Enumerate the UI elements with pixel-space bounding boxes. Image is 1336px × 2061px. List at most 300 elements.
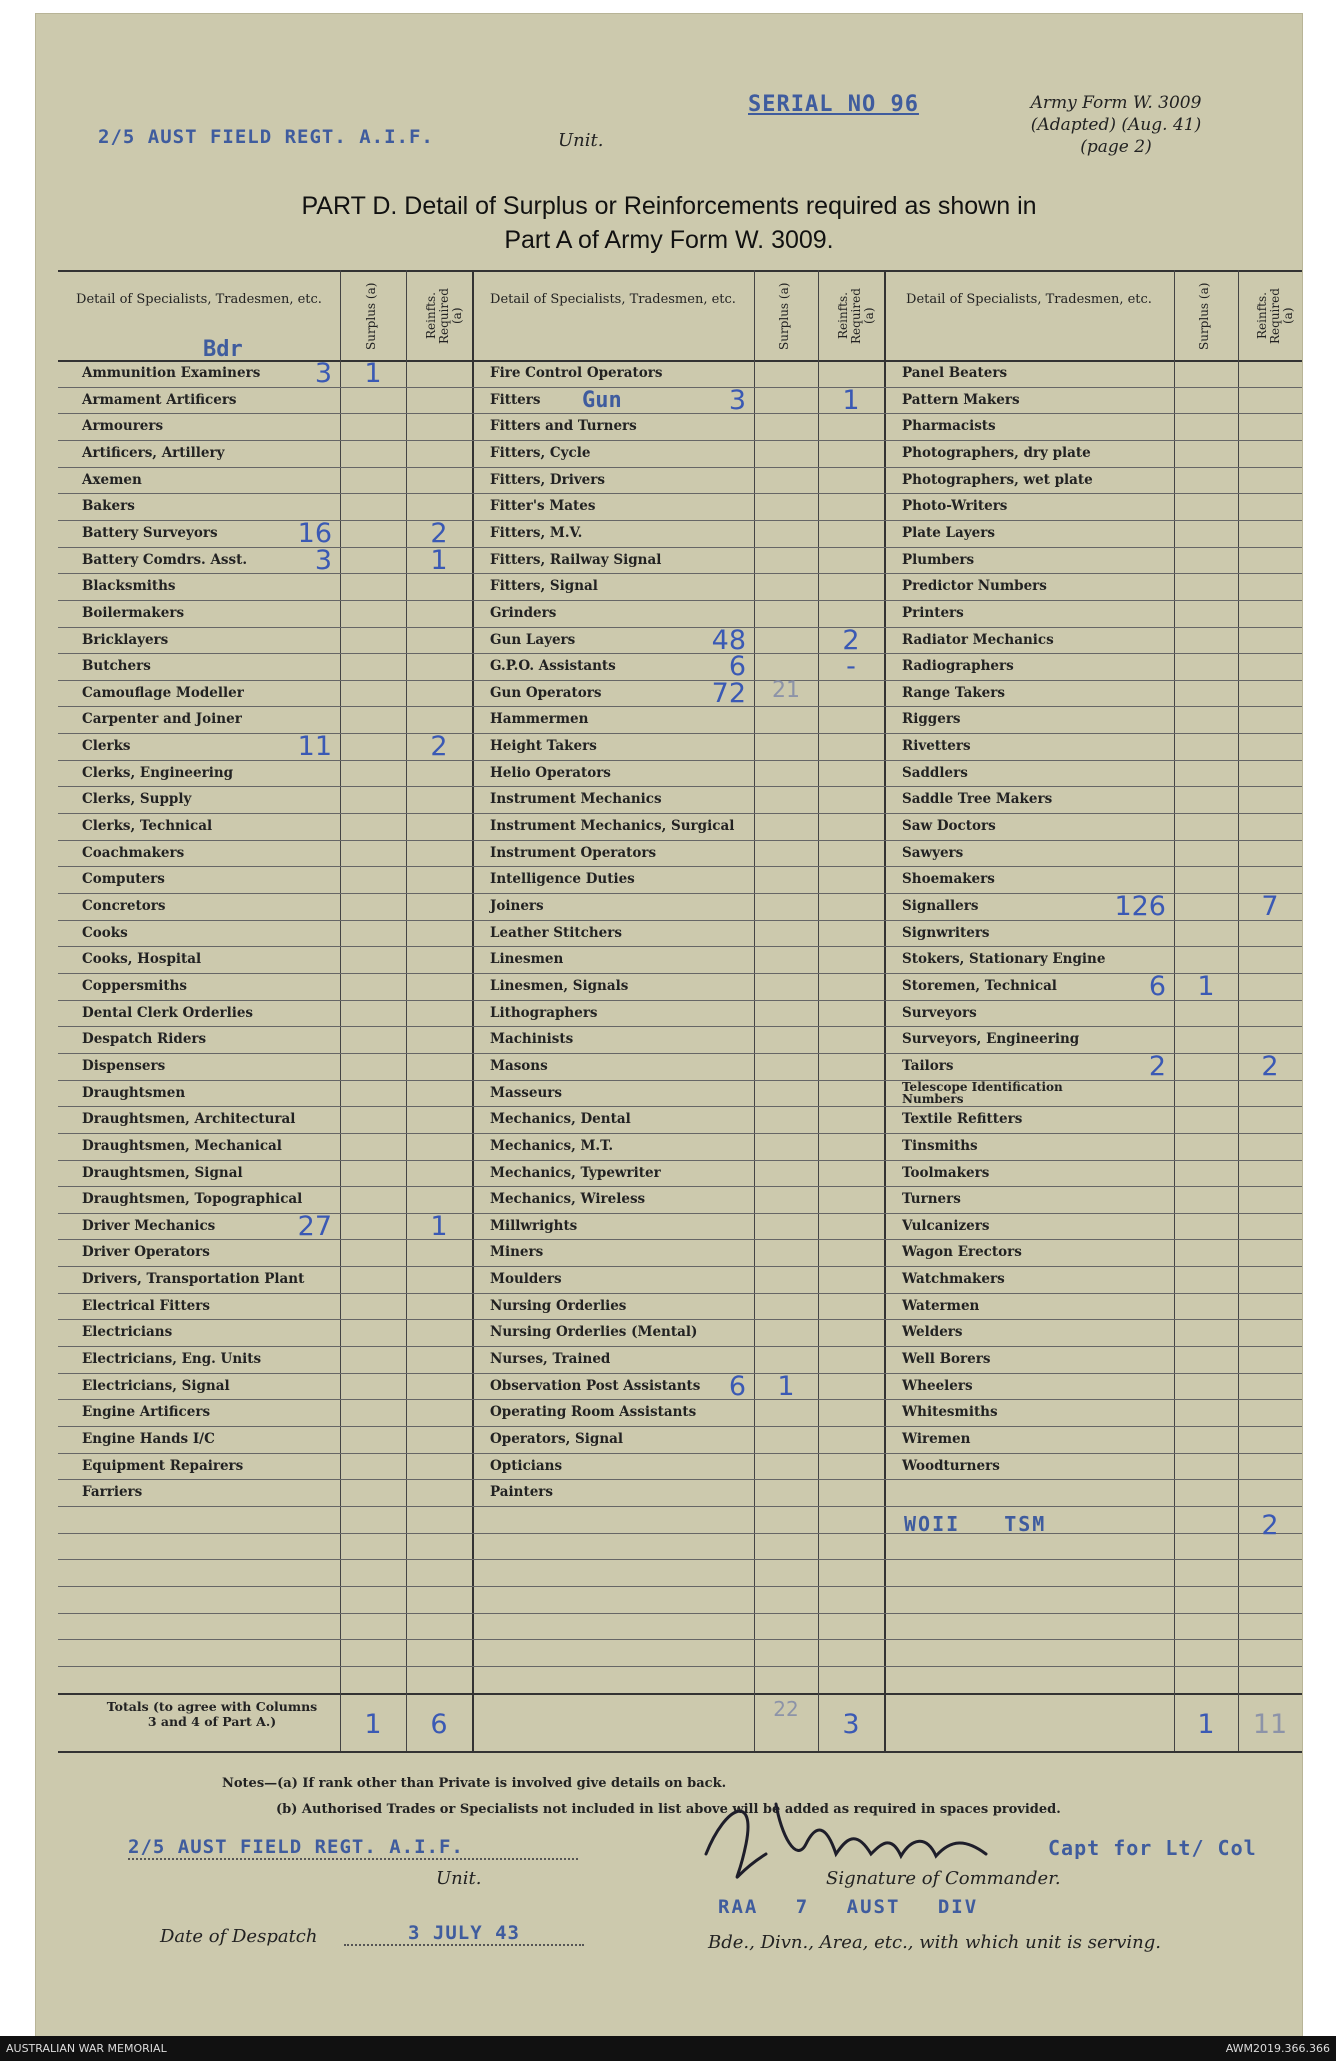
row-label: Draughtsmen (82, 1084, 186, 1101)
row-label: Welders (902, 1324, 963, 1341)
reinforcement-value: 1 (430, 1210, 448, 1242)
row-label: Pattern Makers (902, 391, 1020, 408)
header-surplus: Surplus (a) (1197, 282, 1211, 350)
row-label: G.P.O. Assistants (490, 658, 616, 675)
column-divider (754, 270, 755, 1751)
row-line (58, 706, 472, 707)
header-reinforcements: Reinfts. Required (a) (836, 288, 876, 344)
row-line (472, 760, 884, 761)
specialists-table (58, 270, 1302, 1780)
row-label: Opticians (490, 1457, 563, 1474)
row-label: Stokers, Stationary Engine (902, 951, 1106, 968)
row-line (472, 1586, 884, 1587)
reinforcement-value: 2 (1261, 1050, 1279, 1082)
row-line (58, 493, 472, 494)
row-line (884, 946, 1302, 947)
row-line (472, 573, 884, 574)
row-line (472, 1266, 884, 1267)
row-label: Battery Comdrs. Asst. (82, 551, 248, 568)
row-line (884, 813, 1302, 814)
unit-label: Unit. (558, 130, 604, 151)
row-label: Fire Control Operators (490, 365, 663, 381)
row-line (472, 920, 884, 921)
row-label: Saw Doctors (902, 818, 996, 835)
row-label: Operating Room Assistants (490, 1404, 697, 1421)
row-label: Electricians, Signal (82, 1377, 230, 1394)
handwritten-count: 3 (314, 358, 332, 389)
row-line (472, 1666, 884, 1667)
row-label: Instrument Mechanics (490, 791, 662, 808)
page-title (36, 189, 1302, 257)
note-b: (b) Authorised Trades or Specialists not included in list above will be added as required in spaces provided. (276, 1802, 1061, 1817)
row-line (472, 1106, 884, 1107)
row-label: Masseurs (490, 1084, 563, 1101)
row-label: Observation Post Assistants (490, 1377, 701, 1394)
row-label: Draughtsmen, Signal (82, 1164, 243, 1181)
row-line (472, 1373, 884, 1374)
row-label: Engine Hands I/C (82, 1431, 215, 1447)
row-label: Draughtsmen, Mechanical (82, 1137, 282, 1154)
row-label: Telescope Identification Numbers (902, 1079, 1063, 1106)
row-label: Clerks (82, 738, 131, 755)
row-line (472, 1133, 884, 1134)
row-line (884, 1559, 1302, 1560)
row-label: Despatch Riders (82, 1031, 207, 1048)
row-line (884, 1239, 1302, 1240)
row-label: Miners (490, 1244, 544, 1261)
row-line (884, 520, 1302, 521)
row-label: Nursing Orderlies (490, 1297, 627, 1314)
row-label: Saddle Tree Makers (902, 791, 1053, 808)
surplus-value: 1 (364, 358, 382, 389)
row-line (472, 520, 884, 521)
row-label: Surveyors (902, 1004, 977, 1021)
row-line (58, 1266, 472, 1267)
totals-value: 3 (842, 1708, 860, 1740)
row-line (884, 493, 1302, 494)
row-label: Signallers (902, 898, 979, 914)
serial-number: SERIAL NO 96 (748, 92, 919, 117)
reinforcement-value: 2 (842, 624, 860, 656)
table-top-border (58, 270, 1302, 272)
row-line (884, 1666, 1302, 1667)
note-a: Notes—(a) If rank other than Private is involved give details on back. (222, 1776, 727, 1791)
row-line (472, 733, 884, 734)
row-line (884, 1426, 1302, 1427)
row-label: Coachmakers (82, 844, 185, 861)
row-label: Clerks, Technical (82, 818, 213, 835)
row-line (58, 1586, 472, 1587)
row-label: Fitters, Railway Signal (490, 551, 662, 568)
row-label: Fitters, Drivers (490, 471, 605, 488)
archive-id: AWM2019.366.366 (1225, 2042, 1330, 2055)
row-line (58, 1666, 472, 1667)
row-line (884, 973, 1302, 974)
row-label: Operators, Signal (490, 1431, 624, 1447)
handwritten-count: 16 (297, 517, 332, 549)
row-label: Wheelers (902, 1377, 973, 1394)
row-line (58, 1186, 472, 1187)
handwritten-count: 6 (1148, 970, 1166, 1002)
row-line (58, 1453, 472, 1454)
row-line (884, 440, 1302, 441)
row-label: Driver Operators (82, 1244, 210, 1261)
totals-label-line2: 3 and 4 of Part A.) (147, 1713, 277, 1729)
reinforcement-value: 7 (1261, 891, 1279, 922)
row-line (884, 467, 1302, 468)
row-line (884, 1373, 1302, 1374)
column-divider (884, 270, 886, 1751)
row-label: Fitters, Signal (490, 578, 598, 595)
row-label: Tinsmiths (902, 1137, 978, 1154)
header-reinforcements: Reinfts. Required (a) (1255, 288, 1295, 344)
row-line (58, 413, 472, 414)
row-line (472, 1319, 884, 1320)
totals-label-line1: Totals (to agree with Columns (106, 1698, 318, 1714)
row-label: Leather Stitchers (490, 924, 622, 941)
handwritten-count: 126 (1114, 891, 1166, 922)
row-line (472, 1026, 884, 1027)
form-ref-line2: (Adapted) (Aug. 41) (1030, 115, 1202, 135)
row-label: Sawyers (902, 844, 964, 861)
row-line (58, 1319, 472, 1320)
row-label: Mechanics, Typewriter (490, 1164, 661, 1181)
handwritten-count: 3 (314, 544, 332, 576)
row-label: Gun Layers (490, 631, 576, 648)
row-label: Textile Refitters (902, 1111, 1023, 1128)
row-line (58, 786, 472, 787)
row-line (58, 1426, 472, 1427)
row-line (472, 813, 884, 814)
row-line (472, 1080, 884, 1081)
row-line (884, 1213, 1302, 1214)
row-label: Linesmen (490, 951, 564, 968)
row-label: Lithographers (490, 1004, 598, 1021)
reinforcement-value: 2 (430, 517, 448, 549)
row-line (884, 680, 1302, 681)
row-line (884, 413, 1302, 414)
row-label: Nurses, Trained (490, 1351, 611, 1368)
row-line (884, 1319, 1302, 1320)
row-line (884, 706, 1302, 707)
handwritten-count: 6 (728, 1370, 746, 1402)
row-line (884, 1479, 1302, 1480)
footer-unit-typed: 2/5 AUST FIELD REGT. A.I.F. (128, 1836, 578, 1860)
row-line (58, 1293, 472, 1294)
row-label: Rivetters (902, 738, 971, 755)
row-label: Mechanics, Dental (490, 1111, 631, 1128)
row-label: Whitesmiths (902, 1404, 998, 1421)
row-label: Watchmakers (902, 1271, 1005, 1288)
row-line (472, 600, 884, 601)
title-line1: PART D. Detail of Surplus or Reinforcements required as shown in (301, 192, 1037, 220)
row-label: Storemen, Technical (902, 977, 1057, 994)
row-line (884, 653, 1302, 654)
row-label: Turners (902, 1191, 961, 1208)
totals-value: 11 (1252, 1708, 1288, 1740)
row-label: Coppersmiths (82, 977, 187, 994)
extra-row-label: WOII TSM (904, 1511, 1047, 1536)
row-label: Machinists (490, 1031, 574, 1048)
row-line (884, 1186, 1302, 1187)
row-label: Radiator Mechanics (902, 631, 1054, 648)
row-label: Gun Operators (490, 684, 602, 701)
row-label: Dispensers (82, 1057, 166, 1074)
row-line (58, 920, 472, 921)
footer-unit-label: Unit. (436, 1868, 482, 1889)
row-line (472, 946, 884, 947)
row-label: Range Takers (902, 684, 1005, 701)
row-label: Panel Beaters (902, 365, 1008, 381)
row-line (58, 653, 472, 654)
handwritten-count: 3 (728, 384, 746, 416)
row-line (472, 547, 884, 548)
row-line (472, 467, 884, 468)
row-label: Battery Surveyors (82, 524, 218, 541)
row-label: Signwriters (902, 924, 990, 941)
row-label: Dental Clerk Orderlies (82, 1004, 254, 1021)
row-label: Predictor Numbers (902, 578, 1047, 595)
row-line (884, 786, 1302, 787)
row-label: Hammermen (490, 711, 589, 728)
row-label: Plate Layers (902, 524, 995, 541)
row-line (58, 840, 472, 841)
row-line (884, 1133, 1302, 1134)
unit-typed: 2/5 AUST FIELD REGT. A.I.F. (98, 126, 434, 148)
row-line (58, 946, 472, 947)
row-label: Riggers (902, 711, 961, 728)
row-line (472, 840, 884, 841)
title-line2: Part A of Army Form W. 3009. (504, 226, 834, 254)
row-label: Artificers, Artillery (82, 444, 225, 461)
row-line (884, 1453, 1302, 1454)
row-line (58, 627, 472, 628)
row-label: Driver Mechanics (82, 1217, 216, 1234)
row-line (884, 1506, 1302, 1507)
column-divider (1174, 270, 1175, 1751)
row-line (472, 1186, 884, 1187)
row-label: Shoemakers (902, 871, 995, 888)
row-line (58, 1080, 472, 1081)
row-line (58, 680, 472, 681)
row-label: Equipment Repairers (82, 1457, 244, 1474)
row-line (472, 973, 884, 974)
row-label: Carpenter and Joiner (82, 711, 242, 728)
row-label: Bakers (82, 498, 135, 515)
row-label: Vulcanizers (902, 1217, 990, 1234)
row-label: Radiographers (902, 658, 1014, 675)
column-divider (340, 270, 341, 1751)
row-label: Painters (490, 1484, 554, 1501)
row-label: Armourers (82, 418, 164, 435)
row-label: Surveyors, Engineering (902, 1031, 1080, 1048)
row-label: Toolmakers (902, 1164, 990, 1181)
row-line (884, 1106, 1302, 1107)
row-line (472, 1559, 884, 1560)
row-line (472, 786, 884, 787)
row-label: Clerks, Supply (82, 791, 192, 808)
row-line (884, 600, 1302, 601)
row-line (884, 1399, 1302, 1400)
table-bottom-border (58, 1751, 1302, 1753)
row-line (472, 1426, 884, 1427)
column-divider (472, 270, 474, 1751)
row-label: Fitters (490, 391, 541, 408)
row-line (58, 467, 472, 468)
row-label: Photographers, dry plate (902, 444, 1091, 461)
row-line (58, 387, 472, 388)
totals-label (82, 1699, 342, 1729)
row-line (58, 1346, 472, 1347)
column-divider (406, 270, 407, 1751)
surplus-value: 1 (1197, 970, 1215, 1002)
row-line (472, 440, 884, 441)
row-label: Printers (902, 604, 964, 621)
handwritten-count: 2 (1148, 1050, 1166, 1082)
row-label: Fitters, M.V. (490, 524, 583, 541)
handwritten-count: 11 (297, 731, 332, 763)
row-line (472, 1293, 884, 1294)
row-label: Millwrights (490, 1217, 578, 1234)
row-label: Butchers (82, 658, 151, 675)
row-line (472, 1053, 884, 1054)
archive-footer (0, 2036, 1336, 2061)
row-line (58, 600, 472, 601)
totals-value: 1 (364, 1708, 382, 1740)
row-label: Cooks, Hospital (82, 951, 202, 968)
row-line (884, 547, 1302, 548)
column-divider (818, 270, 819, 1751)
row-label: Grinders (490, 604, 557, 621)
row-line (884, 387, 1302, 388)
date-typed: 3 JULY 43 (344, 1922, 584, 1946)
row-label: Fitters and Turners (490, 418, 637, 435)
header-surplus: Surplus (a) (777, 282, 791, 350)
row-line (472, 1453, 884, 1454)
row-label: Instrument Mechanics, Surgical (490, 818, 735, 835)
header-detail: Detail of Specialists, Tradesmen, etc. (490, 292, 736, 307)
header-reinforcements: Reinfts. Required (a) (424, 288, 464, 344)
reinforcement-value: - (846, 651, 856, 683)
row-label: Cooks (82, 924, 128, 941)
signature-title: Capt for Lt/ Col (1048, 1836, 1257, 1860)
row-label: Drivers, Transportation Plant (82, 1271, 305, 1288)
row-line (58, 1506, 472, 1507)
form-reference (996, 92, 1236, 158)
row-line (58, 1160, 472, 1161)
row-line (884, 1266, 1302, 1267)
form-sheet (36, 14, 1302, 2036)
handwritten-count: 27 (297, 1210, 332, 1242)
row-line (58, 1026, 472, 1027)
row-line (58, 813, 472, 814)
row-line (472, 706, 884, 707)
row-line (472, 893, 884, 894)
handwritten-count: 6 (728, 651, 746, 683)
row-line (884, 1613, 1302, 1614)
row-line (472, 1479, 884, 1480)
row-label: Joiners (490, 898, 544, 914)
row-line (472, 1346, 884, 1347)
row-label: Height Takers (490, 738, 597, 755)
row-label: Photo-Writers (902, 498, 1008, 515)
row-line (472, 1533, 884, 1534)
row-line (472, 1506, 884, 1507)
row-label: Pharmacists (902, 418, 996, 435)
bde-typed: RAA 7 AUST DIV (718, 1896, 979, 1918)
row-label: Wagon Erectors (902, 1244, 1022, 1261)
surplus-value: 1 (777, 1370, 795, 1402)
row-label: Linesmen, Signals (490, 977, 629, 994)
row-label: Computers (82, 871, 165, 888)
row-label: Moulders (490, 1271, 562, 1288)
row-line (884, 1293, 1302, 1294)
row-label: Electricians, Eng. Units (82, 1351, 262, 1368)
row-line (884, 1000, 1302, 1001)
row-label: Well Borers (902, 1351, 991, 1368)
bde-label: Bde., Divn., Area, etc., with which unit is serving. (708, 1932, 1161, 1953)
row-label: Camouflage Modeller (82, 684, 244, 701)
header-detail: Detail of Specialists, Tradesmen, etc. (906, 292, 1152, 307)
archive-name: AUSTRALIAN WAR MEMORIAL (6, 2042, 167, 2055)
row-line (58, 1639, 472, 1640)
row-label: Clerks, Engineering (82, 764, 234, 781)
row-label: Electricians (82, 1324, 173, 1341)
row-line (472, 1160, 884, 1161)
row-line (472, 1213, 884, 1214)
row-line (884, 866, 1302, 867)
row-line (884, 1346, 1302, 1347)
row-label: Blacksmiths (82, 578, 176, 595)
row-line (58, 1000, 472, 1001)
row-label: Mechanics, Wireless (490, 1191, 646, 1208)
row-line (58, 973, 472, 974)
row-line (58, 1133, 472, 1134)
row-line (58, 1479, 472, 1480)
row-line (472, 1239, 884, 1240)
handwritten-count: 48 (711, 624, 746, 656)
row-label: Instrument Operators (490, 844, 657, 861)
handwritten-annotation: Gun (582, 387, 622, 413)
row-line (884, 573, 1302, 574)
row-line (472, 1000, 884, 1001)
form-ref-line1: Army Form W. 3009 (1030, 93, 1202, 113)
reinforcement-value: 1 (842, 384, 860, 416)
totals-value: 22 (773, 1696, 799, 1721)
row-label: Boilermakers (82, 604, 185, 621)
row-label: Tailors (902, 1057, 954, 1074)
row-line (58, 1373, 472, 1374)
totals-top-border (58, 1693, 1302, 1695)
extra-row-reinforcement: 2 (1261, 1509, 1279, 1541)
row-label: Farriers (82, 1484, 143, 1501)
row-label: Concretors (82, 898, 166, 914)
row-label: Draughtsmen, Architectural (82, 1111, 296, 1128)
row-line (884, 760, 1302, 761)
row-line (472, 493, 884, 494)
row-line (884, 1586, 1302, 1587)
row-line (884, 627, 1302, 628)
handwritten-count: 72 (711, 677, 746, 709)
row-label: Fitter's Mates (490, 498, 596, 515)
row-label: Fitters, Cycle (490, 444, 591, 461)
row-line (58, 893, 472, 894)
row-line (884, 733, 1302, 734)
row-line (472, 1639, 884, 1640)
row-label: Wiremen (902, 1431, 971, 1447)
row-line (472, 866, 884, 867)
row-label: Engine Artificers (82, 1404, 211, 1421)
